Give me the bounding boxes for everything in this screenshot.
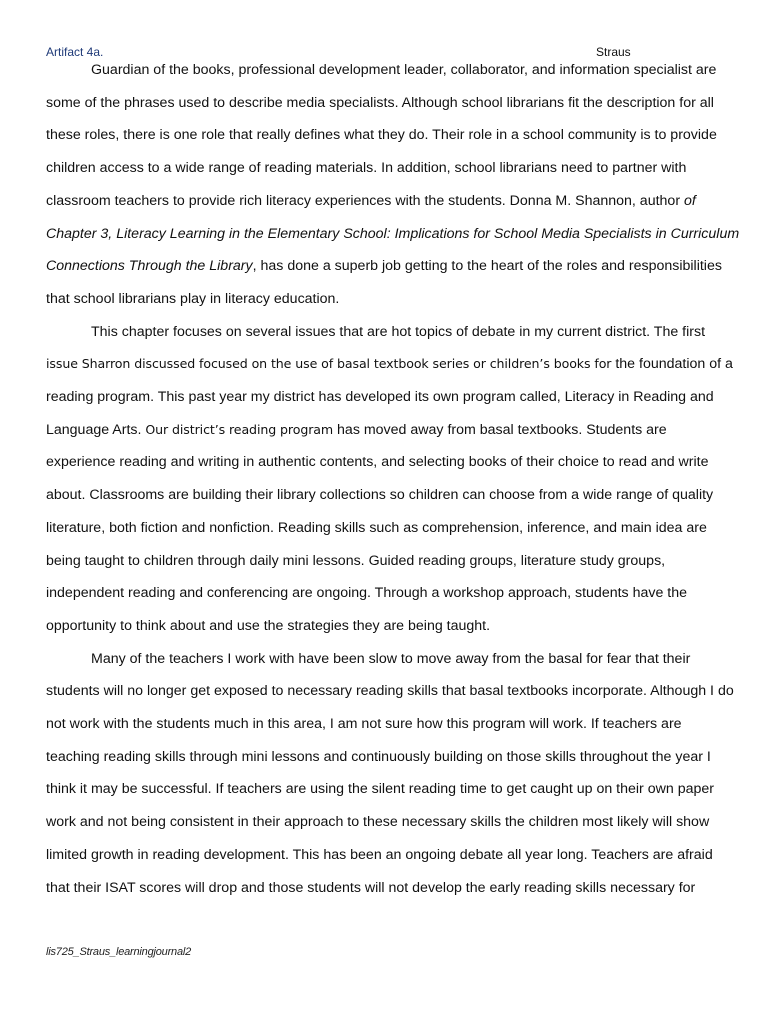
header-author-name: Straus: [596, 45, 631, 59]
text-line: that their ISAT scores will drop and those students will not develop the early reading skills necessary for: [46, 879, 696, 896]
text-run: has moved away from basal textbooks. Students are: [333, 421, 667, 438]
text-run: Language Arts: [46, 421, 138, 438]
text-line: students will no longer get exposed to necessary reading skills that basal textbooks incorporate. Although I do: [46, 683, 734, 700]
text-run: classroom teachers to provide rich literacy experiences with the students. Donna M. Shannon, author: [46, 192, 684, 209]
text-line: literature, both fiction and nonfiction. Reading skills such as comprehension, inference, and main idea are: [46, 519, 707, 536]
text-line: independent reading and conferencing are ongoing. Through a workshop approach, students have the: [46, 585, 688, 602]
text-line: opportunity to think about and use the strategies they are being taught.: [46, 617, 491, 634]
paragraph-2: [46, 316, 736, 643]
text-run: . Our district’s reading program: [137, 421, 334, 437]
text-line: [46, 250, 736, 283]
text-line: reading program. This past year my district has developed its own program called, Literacy in Reading and: [46, 389, 714, 406]
text-line: think it may be successful. If teachers are using the silent reading time to get caught up on their own paper: [46, 781, 714, 798]
book-title-run: Connections Through the Library: [46, 258, 253, 275]
paragraph-3: [46, 643, 736, 905]
paragraph-1: [46, 54, 740, 316]
text-line: [46, 185, 736, 218]
text-line: experience reading and writing in authentic contents, and selecting books of their choice to read and write: [46, 454, 709, 471]
text-line: limited growth in reading development. This has been an ongoing debate all year long. Teachers are afraid: [46, 846, 713, 863]
text-line: that school librarians play in literacy education.: [46, 290, 340, 307]
text-line: This chapter focuses on several issues that are hot topics of debate in my current district. The first: [91, 323, 706, 340]
text-line: teaching reading skills through mini lessons and continuously building on those skills throughout the year I: [46, 748, 711, 765]
text-line: these roles, there is one role that really defines what they do. Their role in a school community is to provide: [46, 127, 717, 144]
text-line: [46, 414, 736, 447]
text-line: about. Classrooms are building their library collections so children can choose from a wide range of quality: [46, 487, 714, 504]
text-line: Guardian of the books, professional development leader, collaborator, and information specialist are: [91, 62, 717, 78]
text-line: not work with the students much in this area, I am not sure how this program will work. If teachers are: [46, 716, 682, 733]
text-run: issue Sharron discussed focused on the use of basal textbook series or children’s books for: [46, 356, 612, 372]
header-artifact-label: Artifact 4a.: [46, 45, 104, 59]
text-line: children access to a wide range of reading materials. In addition, school librarians need to partner with: [46, 160, 687, 177]
book-title-line: Chapter 3, Literacy Learning in the Elementary School: Implications for School Media Specialists in Curriculum: [46, 225, 740, 242]
text-line: Many of the teachers I work with have been slow to move away from the basal for fear that their: [91, 650, 691, 667]
text-run: the foundation of a: [611, 356, 733, 373]
text-line: being taught to children through daily mini lessons. Guided reading groups, literature study groups,: [46, 552, 666, 569]
text-line: [46, 348, 736, 381]
footer-filename: lis725_Straus_learningjournal2: [46, 946, 192, 958]
text-run: , has done a superb job getting to the heart of the roles and responsibilities: [252, 258, 722, 275]
text-line: some of the phrases used to describe media specialists. Although school librarians fit the description for all: [46, 94, 714, 111]
text-line: work and not being consistent in their approach to these necessary skills the children most likely will show: [46, 814, 710, 831]
document-body: [46, 54, 740, 904]
italic-text-run: of: [683, 192, 696, 209]
